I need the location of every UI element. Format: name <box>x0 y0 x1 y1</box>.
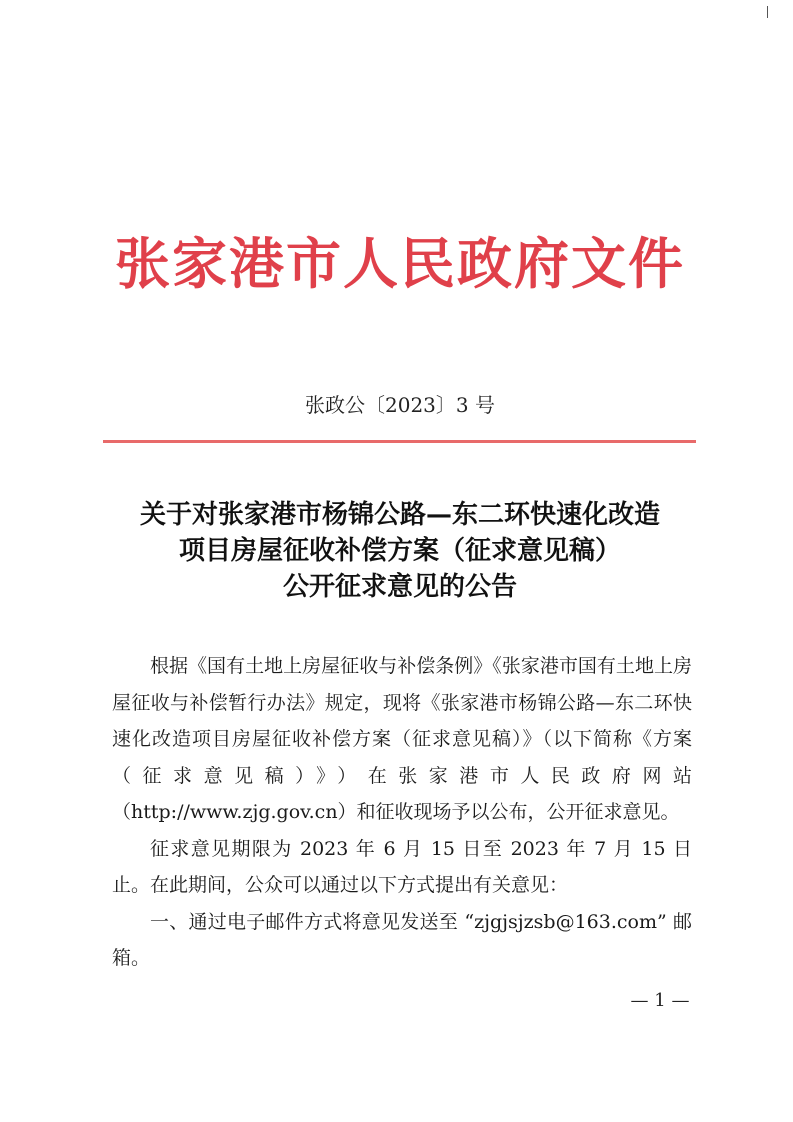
red-separator-line <box>103 440 696 443</box>
title-line: 公开征求意见的公告 <box>282 572 517 602</box>
body-paragraph: 征求意见期限为 2023 年 6 月 15 日至 2023 年 7 月 15 日止。在此期间，公众可以通过以下方式提出有关意见： <box>112 837 692 896</box>
announcement-title <box>90 497 710 605</box>
document-number: 张政公〔2023〕3 号 <box>305 393 495 417</box>
title-line: 关于对张家港市杨锦公路—东二环快速化改造 <box>139 500 660 530</box>
body-paragraph: 根据《国有土地上房屋征收与补偿条例》《张家港市国有土地上房屋征收与补偿暂行办法》规定，现将《张家港市杨锦公路—东二环快速化改造项目房屋征收补偿方案（征求意见稿）》（以下简称《方案（征求意见稿）》）在张家港市人民政府网站（http://www.zjg.gov.cn）和征收现场予以公布，公开征求意见。 <box>112 655 692 823</box>
body-paragraph: 一、通过电子邮件方式将意见发送至 “zjgjsjzsb@163.com” 邮箱。 <box>112 910 692 969</box>
page-number: — 1 — <box>630 990 690 1011</box>
title-line: 项目房屋征收补偿方案（征求意见稿） <box>178 536 621 566</box>
masthead-title: 张家港市人民政府文件 <box>114 231 685 296</box>
corner-mark <box>767 6 768 18</box>
body-text <box>112 648 692 977</box>
